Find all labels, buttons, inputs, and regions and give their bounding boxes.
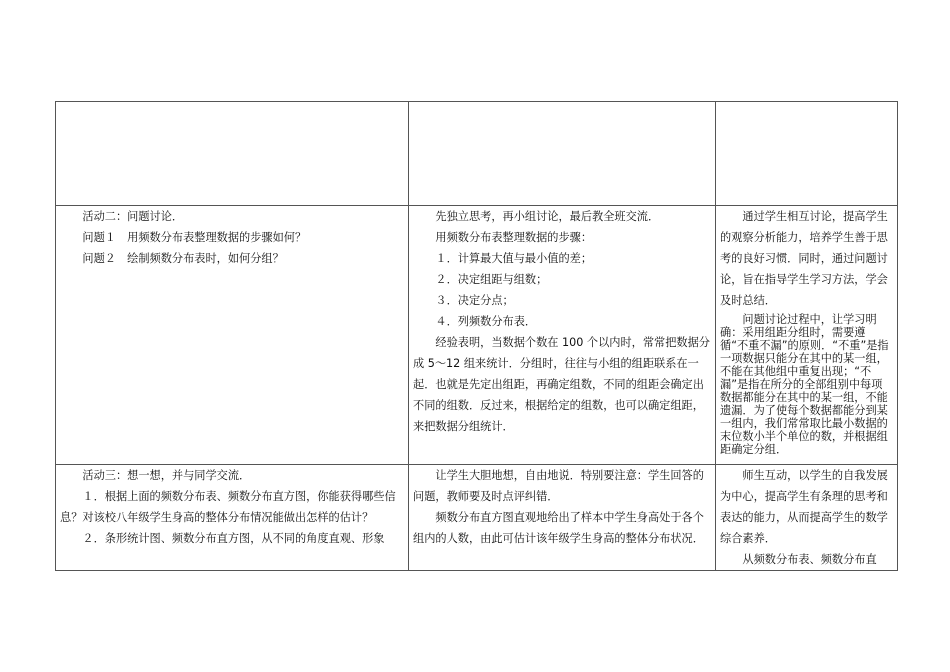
activity3-intent-cell	[716, 465, 898, 571]
activity3-item1: １．根据上面的频数分布表、频数分布直方图，你能获得哪些信息？对该校八年级学生身高的整体分布情况能做出怎样的估计？	[60, 490, 396, 524]
activity3-purpose: 师生互动，以学生的自我发展为中心，提高学生有条理的思考和表达的能力，从而提高学生的数学综合素养．	[720, 469, 888, 545]
step-item: ２．决定组距与组数；	[435, 273, 548, 286]
activity2-cell	[56, 206, 409, 465]
activity3-detail: 频数分布直方图直观地给出了样本中学生身高处于各个组内的人数，由此可估计该年级学生身高的整体分布状况．	[413, 511, 704, 545]
activity2-title: 活动二：问题讨论．	[82, 210, 184, 223]
activity3-cell	[56, 465, 409, 571]
activity2-intent-cell	[716, 206, 898, 465]
activity3-intro: 让学生大胆地想，自由地说．特别要注意：学生回答的问题，教师要及时点评纠错．	[413, 469, 704, 503]
step-item: ３．决定分点；	[435, 294, 514, 307]
activity2-question2: 问题２ 绘制频数分布表时，如何分组？	[82, 252, 284, 265]
activity3-next: 从频数分布表、频数分布直	[742, 553, 877, 566]
activity3-item2: ２．条形统计图、频数分布直方图，从不同的角度直观、形象	[82, 532, 385, 545]
experience-paragraph: 经验表明，当数据个数在 100 个以内时，常常把数据分成 5～12 组来统计．分组时，往往与小组的组距联系在一起．也就是先定出组距，再确定组数，不同的组距会确定出不同的组数．反过来，根据给定的组数，也可以确定组距，来把数据分组统计．	[413, 336, 710, 433]
activity3-title: 活动三：想一想，并与同学交流．	[82, 469, 251, 482]
activity3-student-cell	[409, 465, 716, 571]
empty-cell-activity	[56, 102, 409, 206]
empty-cell-intent	[716, 102, 898, 206]
activity2-question1: 问题１ 用频数分布表整理数据的步骤如何？	[82, 231, 307, 244]
table-row-empty	[56, 102, 898, 206]
activity2-note: 问题讨论过程中，让学习明确：采用组距分组时，需要遵循“不重不漏”的原则．“不重”是指一项数据只能分在其中的某一组，不能在其他组中重复出现；“不漏”是指在所分的全部组别中每项数据都能分在其中的某一组，不能遗漏．为了使每个数据都能分到某一组内，我们常常取比最小数据的末位数小半个单位的数，并根据组距确定分组．	[720, 313, 889, 456]
table-row-activity3	[56, 465, 898, 571]
activity2-intro: 先独立思考，再小组讨论，最后教全班交流．	[435, 210, 660, 223]
empty-cell-student	[409, 102, 716, 206]
step-item: １．计算最大值与最小值的差；	[435, 252, 593, 265]
activity2-purpose: 通过学生相互讨论，提高学生的观察分析能力，培养学生善于思考的良好习惯．同时，通过问题讨论，旨在指导学生学习方法，学会及时总结．	[720, 210, 888, 307]
steps-title: 用频数分布表整理数据的步骤：	[435, 231, 593, 244]
activity2-student-cell	[409, 206, 716, 465]
step-item: ４．列频数分布表．	[435, 315, 537, 328]
table-row-activity2	[56, 206, 898, 465]
lesson-plan-table	[55, 101, 898, 571]
